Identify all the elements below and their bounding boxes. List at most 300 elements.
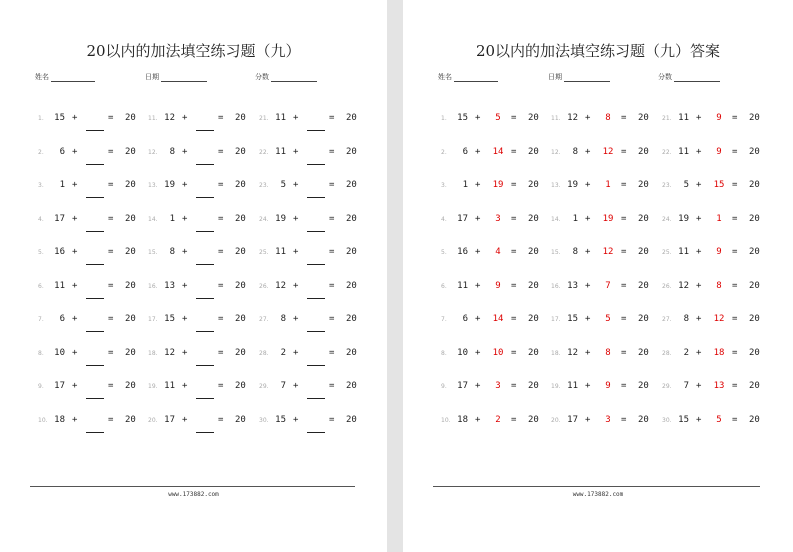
addend: 2 [683,347,689,358]
problem-number: 10. [441,416,451,424]
plus-sign: + [182,247,188,257]
answer-value: 3 [495,213,501,224]
score-label: 分数 [255,73,269,81]
answer-blank[interactable] [86,365,104,366]
problem-number: 17. [551,316,561,323]
answer-blank[interactable] [196,331,214,332]
addend: 15 [275,414,286,425]
answer-blank[interactable] [196,298,214,299]
problem-number: 6. [38,282,44,290]
problem-number: 2. [38,148,44,156]
problem-number: 25. [259,249,269,256]
problem-number: 17. [148,316,158,323]
answer-blank[interactable] [307,398,325,399]
answer-blank[interactable] [86,130,104,131]
problem-row [38,113,148,147]
plus-sign: + [293,247,299,257]
addend: 1 [462,180,468,190]
plus-sign: + [72,347,78,358]
problem-number: 22. [259,148,269,156]
problem-number: 15. [551,249,561,256]
sum-value: 20 [125,113,136,123]
problem-row [259,348,369,382]
date-label: 日期 [145,73,159,81]
equals-sign: = [621,314,627,324]
addend: 11 [54,280,65,291]
problem-number: 1. [38,115,44,122]
answer-row [441,381,551,415]
answer-row [441,247,551,281]
problem-row [38,381,148,415]
plus-sign: + [182,146,188,157]
problem-number: 19. [551,383,561,390]
answer-row [551,281,661,315]
problem-number: 20. [148,416,158,424]
equals-sign: = [108,146,114,157]
problem-number: 19. [148,383,158,390]
answer-blank[interactable] [196,365,214,366]
sum-value: 20 [528,146,539,157]
problem-row [259,214,369,248]
answer-value: 3 [605,414,611,425]
plus-sign: + [293,146,299,157]
equals-sign: = [511,213,517,224]
plus-sign: + [72,314,78,324]
answer-value: 9 [495,280,501,291]
answer-column-3 [662,113,772,448]
problem-number: 30. [259,416,269,424]
addend: 13 [164,280,175,291]
addend: 1 [169,213,175,224]
equals-sign: = [511,347,517,358]
equals-sign: = [621,347,627,358]
addend: 8 [169,146,175,157]
sum-value: 20 [346,414,357,425]
problem-row [148,180,258,214]
equals-sign: = [732,247,738,257]
problem-number: 27. [259,316,269,323]
addend: 12 [567,347,578,358]
addend: 19 [275,213,286,224]
answer-blank[interactable] [86,298,104,299]
addend: 8 [683,314,689,324]
answer-name-label: 姓名 [438,73,452,81]
problem-row [38,247,148,281]
addend: 17 [164,414,175,425]
sum-value: 20 [528,414,539,425]
sum-value: 20 [346,247,357,257]
answer-score-label: 分数 [658,73,672,81]
answer-blank[interactable] [307,264,325,265]
problem-number: 9. [441,383,447,390]
addend: 19 [567,180,578,190]
equals-sign: = [732,113,738,123]
answer-row [551,147,661,181]
sum-value: 20 [125,347,136,358]
equals-sign: = [329,113,335,123]
problem-number: 22. [662,148,672,156]
sum-value: 20 [346,113,357,123]
sum-value: 20 [638,213,649,224]
sum-value: 20 [749,280,760,291]
plus-sign: + [475,213,481,224]
worksheet-page [0,0,387,552]
answer-blank[interactable] [196,164,214,165]
equals-sign: = [732,414,738,425]
problem-number: 30. [662,416,672,424]
equals-sign: = [329,247,335,257]
sum-value: 20 [638,280,649,291]
answer-row [551,180,661,214]
date-field [145,72,207,82]
addend: 11 [678,113,689,123]
answer-value: 9 [716,247,722,257]
answer-row [441,281,551,315]
addend: 8 [280,314,286,324]
answer-name-line [454,73,498,82]
problem-number: 1. [441,115,447,122]
sum-value: 20 [638,180,649,190]
plus-sign: + [182,381,188,391]
equals-sign: = [621,180,627,190]
addend: 15 [164,314,175,324]
plus-sign: + [475,347,481,358]
answer-blank[interactable] [307,331,325,332]
answer-value: 12 [602,146,614,157]
problem-number: 5. [38,249,44,256]
equals-sign: = [732,146,738,157]
problem-number: 11. [551,115,561,122]
answer-row [551,381,661,415]
equals-sign: = [511,113,517,123]
plus-sign: + [585,414,591,425]
plus-sign: + [585,314,591,324]
answer-blank[interactable] [307,197,325,198]
answer-value: 14 [492,314,504,324]
equals-sign: = [329,314,335,324]
addend: 11 [275,113,286,123]
problem-number: 8. [38,349,44,357]
problem-number: 10. [38,416,48,424]
problem-number: 16. [148,282,158,290]
equals-sign: = [511,381,517,391]
answer-blank[interactable] [307,231,325,232]
sum-value: 20 [235,381,246,391]
answer-blank[interactable] [307,432,325,433]
problem-row [259,247,369,281]
sum-value: 20 [528,213,539,224]
sum-value: 20 [749,347,760,358]
plus-sign: + [72,146,78,157]
sum-value: 20 [346,280,357,291]
addend: 11 [457,280,468,291]
plus-sign: + [696,347,702,358]
plus-sign: + [696,280,702,291]
plus-sign: + [585,213,591,224]
answer-blank[interactable] [307,164,325,165]
answer-row [662,147,772,181]
problem-number: 4. [441,215,447,223]
addend: 1 [572,213,578,224]
answer-blank[interactable] [307,298,325,299]
addend: 12 [275,280,286,291]
equals-sign: = [732,347,738,358]
answer-title: 20以内的加法填空练习题（九）答案 [475,42,721,60]
addend: 19 [678,213,689,224]
plus-sign: + [293,381,299,391]
problem-number: 23. [259,182,269,189]
addend: 2 [280,347,286,358]
sum-value: 20 [235,347,246,358]
problem-row [259,180,369,214]
addend: 8 [169,247,175,257]
plus-sign: + [475,247,481,257]
sum-value: 20 [528,314,539,324]
plus-sign: + [585,347,591,358]
addend: 12 [164,347,175,358]
answer-blank[interactable] [86,264,104,265]
addend: 5 [280,180,286,190]
equals-sign: = [329,381,335,391]
problem-row [38,348,148,382]
equals-sign: = [621,213,627,224]
equals-sign: = [621,414,627,425]
plus-sign: + [293,414,299,425]
problem-number: 9. [38,383,44,390]
addend: 11 [275,146,286,157]
plus-sign: + [696,213,702,224]
addend: 8 [572,146,578,157]
problem-number: 3. [38,182,44,189]
plus-sign: + [182,113,188,123]
answer-row [662,348,772,382]
addend: 6 [59,146,65,157]
problem-number: 14. [551,215,561,223]
answer-value: 9 [716,146,722,157]
answer-row [441,415,551,449]
plus-sign: + [72,180,78,190]
answer-value: 8 [716,280,722,291]
sum-value: 20 [638,247,649,257]
answer-value: 19 [602,213,614,224]
problem-number: 16. [551,282,561,290]
sum-value: 20 [638,113,649,123]
sum-value: 20 [346,314,357,324]
problem-row [259,113,369,147]
answer-blank[interactable] [86,331,104,332]
answer-value: 12 [713,314,725,324]
answer-value: 1 [605,180,611,190]
plus-sign: + [585,180,591,190]
equals-sign: = [108,180,114,190]
problem-number: 18. [551,349,561,357]
equals-sign: = [218,146,224,157]
footer-divider [30,486,355,487]
equals-sign: = [218,113,224,123]
problem-row [259,281,369,315]
problem-column-3 [259,113,369,448]
addend: 15 [54,113,65,123]
addend: 6 [59,314,65,324]
equals-sign: = [621,280,627,291]
plus-sign: + [585,381,591,391]
equals-sign: = [621,381,627,391]
answer-page [403,0,793,552]
problem-number: 20. [551,416,561,424]
answer-row [551,415,661,449]
answer-row [662,214,772,248]
answer-value: 5 [495,113,501,123]
equals-sign: = [108,280,114,291]
sum-value: 20 [528,113,539,123]
equals-sign: = [108,247,114,257]
answer-date-line [564,73,610,82]
plus-sign: + [72,381,78,391]
sum-value: 20 [235,280,246,291]
addend: 16 [54,247,65,257]
sum-value: 20 [235,180,246,190]
sum-value: 20 [125,180,136,190]
answer-blank[interactable] [196,197,214,198]
sum-value: 20 [125,314,136,324]
plus-sign: + [696,314,702,324]
answer-blank[interactable] [307,130,325,131]
plus-sign: + [696,113,702,123]
equals-sign: = [218,347,224,358]
answer-value: 10 [492,347,504,358]
answer-blank[interactable] [86,231,104,232]
problem-row [259,381,369,415]
plus-sign: + [293,280,299,291]
answer-value: 4 [495,247,501,257]
equals-sign: = [329,414,335,425]
problem-row [148,147,258,181]
answer-value: 14 [492,146,504,157]
problem-number: 24. [259,215,269,223]
plus-sign: + [293,113,299,123]
problem-number: 13. [148,182,158,189]
answer-blank[interactable] [196,231,214,232]
problem-row [148,281,258,315]
answer-row [441,147,551,181]
addend: 11 [678,146,689,157]
sum-value: 20 [749,180,760,190]
sum-value: 20 [749,414,760,425]
answer-blank[interactable] [86,432,104,433]
addend: 12 [164,113,175,123]
answer-row [441,113,551,147]
addend: 15 [567,314,578,324]
addend: 7 [683,381,689,391]
plus-sign: + [475,280,481,291]
plus-sign: + [72,280,78,291]
addend: 17 [457,213,468,224]
problem-row [38,214,148,248]
problem-row [38,180,148,214]
problem-number: 29. [259,383,269,390]
answer-row [662,314,772,348]
problem-number: 8. [441,349,447,357]
answer-date-label: 日期 [548,73,562,81]
problem-number: 18. [148,349,158,357]
sum-value: 20 [346,213,357,224]
plus-sign: + [182,280,188,291]
answer-blank[interactable] [307,365,325,366]
answer-blank[interactable] [86,164,104,165]
problem-number: 25. [662,249,672,256]
answer-blank[interactable] [196,264,214,265]
answer-blank[interactable] [196,130,214,131]
answer-row [551,314,661,348]
problem-row [148,314,258,348]
answer-value: 15 [713,180,725,190]
equals-sign: = [218,280,224,291]
sum-value: 20 [346,146,357,157]
equals-sign: = [621,146,627,157]
problem-row [259,147,369,181]
sum-value: 20 [235,113,246,123]
answer-blank[interactable] [196,398,214,399]
sum-value: 20 [528,280,539,291]
problem-number: 6. [441,282,447,290]
answer-blank[interactable] [86,398,104,399]
sum-value: 20 [125,381,136,391]
date-line [161,73,207,82]
sum-value: 20 [235,314,246,324]
answer-score-line [674,73,720,82]
sum-value: 20 [346,180,357,190]
answer-row [551,247,661,281]
plus-sign: + [585,113,591,123]
answer-row [662,381,772,415]
problem-number: 28. [259,349,269,357]
problem-number: 14. [148,215,158,223]
plus-sign: + [696,381,702,391]
sum-value: 20 [749,146,760,157]
sum-value: 20 [346,347,357,358]
equals-sign: = [329,180,335,190]
problem-row [148,247,258,281]
answer-column-1 [441,113,551,448]
problem-row [148,113,258,147]
addend: 11 [164,381,175,391]
equals-sign: = [732,381,738,391]
problem-row [38,281,148,315]
sum-value: 20 [235,146,246,157]
answer-footer: www.173882.com [572,491,624,498]
plus-sign: + [585,247,591,257]
answer-blank[interactable] [86,197,104,198]
answer-score-field [658,72,720,82]
plus-sign: + [182,314,188,324]
sum-value: 20 [638,146,649,157]
problem-number: 27. [662,316,672,323]
answer-value: 5 [605,314,611,324]
plus-sign: + [293,180,299,190]
equals-sign: = [218,247,224,257]
answer-row [662,247,772,281]
answer-blank[interactable] [196,432,214,433]
answer-value: 5 [716,414,722,425]
plus-sign: + [182,180,188,190]
equals-sign: = [218,180,224,190]
problem-number: 21. [662,115,672,122]
problem-number: 15. [148,249,158,256]
sum-value: 20 [235,247,246,257]
sum-value: 20 [638,414,649,425]
problem-column-1 [38,113,148,448]
answer-name-field [438,72,498,82]
